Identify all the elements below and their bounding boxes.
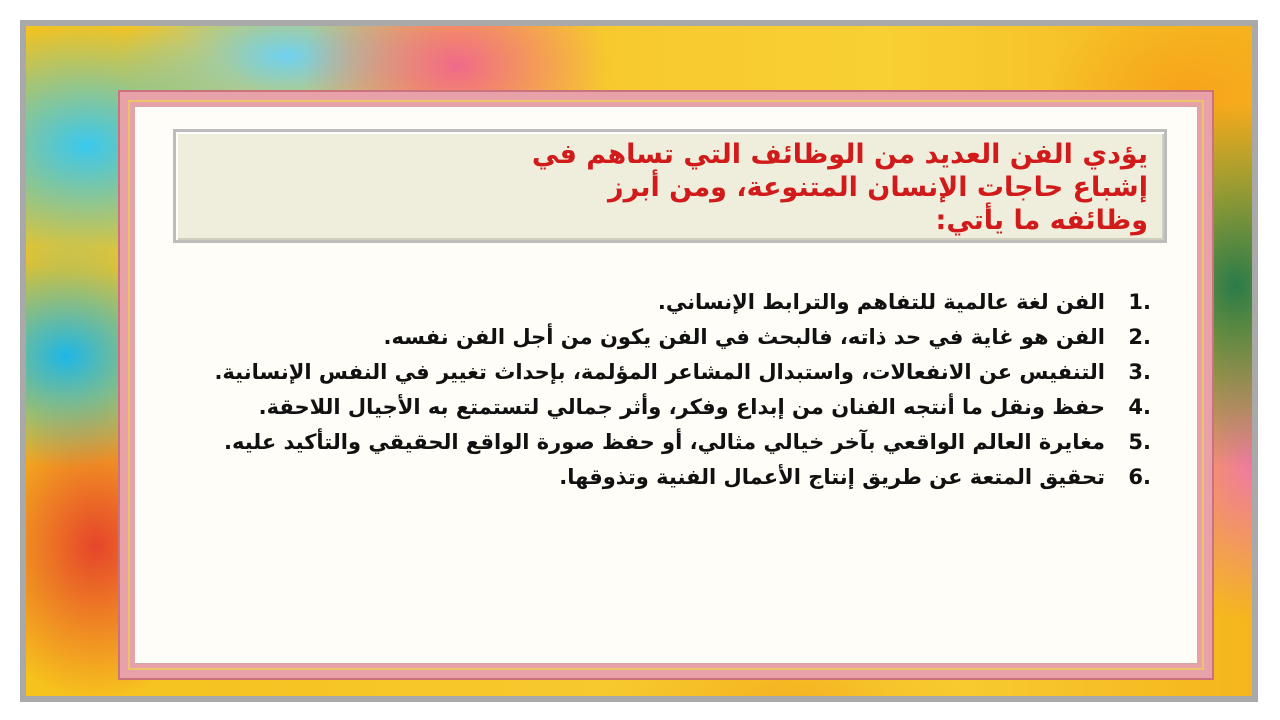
list-item xyxy=(189,390,1151,425)
list-item-number: 5. xyxy=(1128,430,1151,454)
list-item xyxy=(189,460,1151,495)
list-item-text: حفظ ونقل ما أنتجه الفنان من إبداع وفكر، وأثر جمالي لتستمتع به الأجيال اللاحقة. xyxy=(258,395,1105,419)
list-item-number: 1. xyxy=(1128,290,1151,314)
pink-border-frame xyxy=(118,90,1214,680)
list-item-text: الفن هو غاية في حد ذاته، فالبحث في الفن يكون من أجل الفن نفسه. xyxy=(383,325,1105,349)
painted-background-frame xyxy=(20,20,1258,702)
list-item-number: 3. xyxy=(1128,360,1151,384)
functions-list xyxy=(189,285,1151,495)
list-item xyxy=(189,425,1151,460)
list-item-text: التنفيس عن الانفعالات، واستبدال المشاعر المؤلمة، بإحداث تغيير في النفس الإنسانية. xyxy=(214,360,1105,384)
list-item-number: 4. xyxy=(1128,395,1151,419)
list-item-text: تحقيق المتعة عن طريق إنتاج الأعمال الفنية وتذوقها. xyxy=(559,465,1105,489)
list-item xyxy=(189,285,1151,320)
list-item-text: مغايرة العالم الواقعي بآخر خيالي مثالي، أو حفظ صورة الواقع الحقيقي والتأكيد عليه. xyxy=(223,430,1105,454)
title-box xyxy=(173,129,1167,243)
list-item-number: 6. xyxy=(1128,465,1151,489)
content-panel xyxy=(134,106,1198,664)
list-item xyxy=(189,320,1151,355)
list-item xyxy=(189,355,1151,390)
list-item-number: 2. xyxy=(1128,325,1151,349)
page-title: يؤدي الفن العديد من الوظائف التي تساهم في إشباع حاجات الإنسان المتنوعة، ومن أبرز وظائفه ما يأتي: xyxy=(531,139,1148,236)
list-item-text: الفن لغة عالمية للتفاهم والترابط الإنساني. xyxy=(657,290,1105,314)
